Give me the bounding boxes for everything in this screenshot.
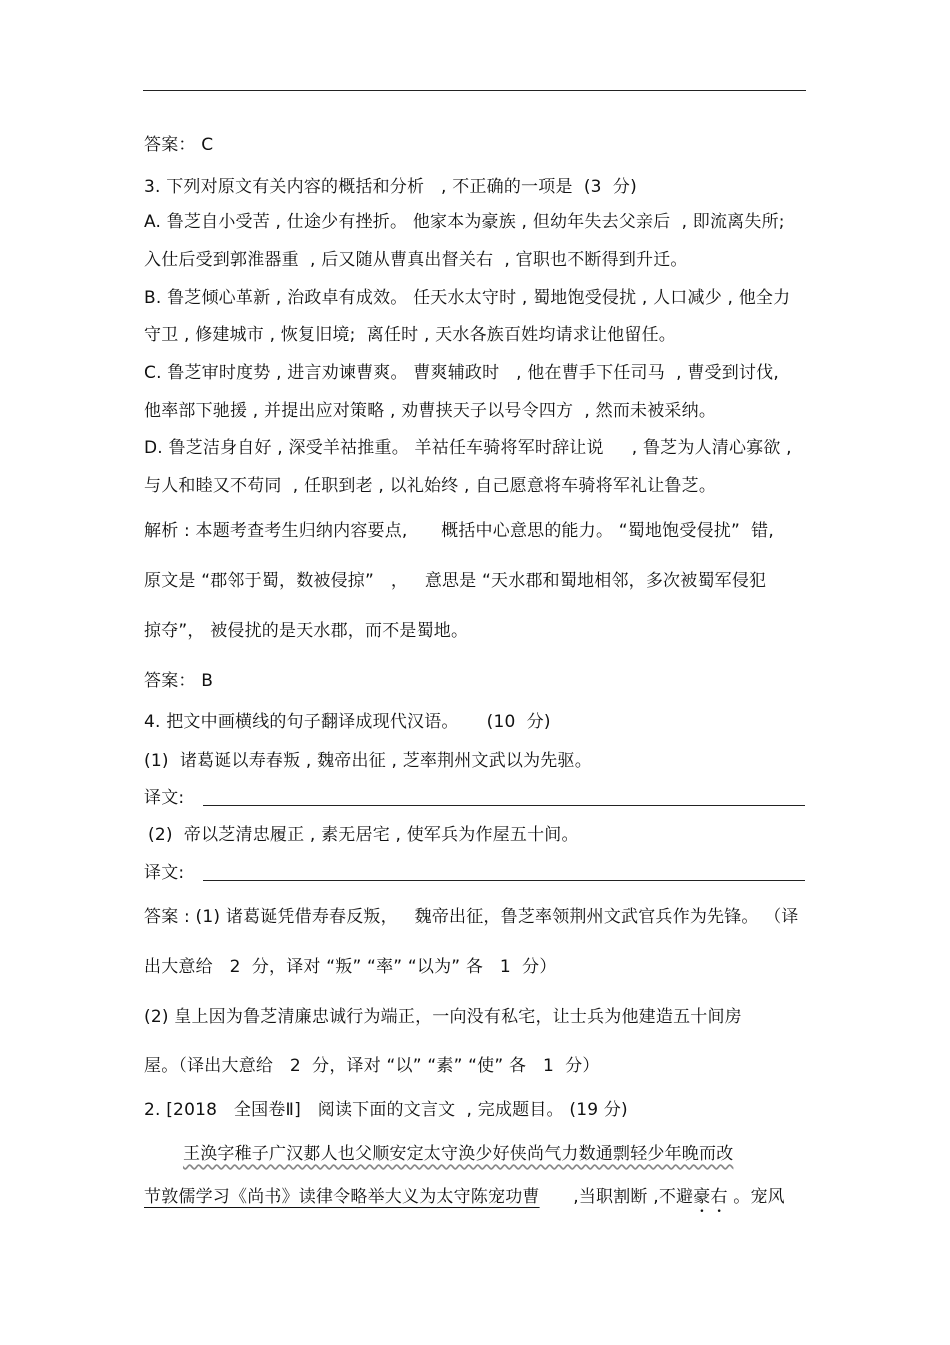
q4-answer-2-line1: (2) 皇上因为鲁芝清廉忠诚行为端正，一向没有私宅，让士兵为他建造五十间房 <box>144 1007 742 1027</box>
q4-answer-1-line1: 答案 : (1) 诸葛诞凭借寿春反叛， 魏帝出征，鲁芝率领荆州文武官兵作为先锋。 （译 <box>144 907 799 927</box>
q3-option-a-line1: A. 鲁芝自小受苦 , 仕途少有挫折。 他家本为豪族 , 但幼年失去父亲后 , 即流离失所; <box>144 212 785 232</box>
q4-answer-1-line2: 出大意给 2 分，译对 “叛” “率” “以为” 各 1 分） <box>144 957 557 977</box>
translation-blank-1[interactable] <box>203 805 805 806</box>
q3-option-d-line1: D. 鲁芝洁身自好 , 深受羊祜推重。 羊祜任车骑将军时辞让说 , 鲁芝为人清心寡欲 , <box>144 438 792 458</box>
translation-blank-2[interactable] <box>203 880 805 881</box>
q4-sentence-1: (1) 诸葛诞以寿春叛 , 魏帝出征 , 芝率荆州文武以为先驱。 <box>144 751 592 771</box>
q3-option-b-line1: B. 鲁芝倾心革新 , 治政卓有成效。 任天水太守时 , 蜀地饱受侵扰 , 人口减少 , 他全力 <box>144 288 791 308</box>
passage2-line2-dotted: 豪右 <box>693 1187 728 1207</box>
q3-analysis-line1: 解析 : 本题考查考生归纳内容要点, 概括中心意思的能力。 “蜀地饱受侵扰” 错, <box>144 521 774 541</box>
passage2-line2-end: 。宠风 <box>727 1187 785 1207</box>
passage2-line2 <box>144 1186 785 1217</box>
q4-stem: 4. 把文中画横线的句子翻译成现代汉语。 (10 分) <box>144 712 551 732</box>
q3-analysis-line3: 掠夺”， 被侵扰的是天水郡，而不是蜀地。 <box>144 621 469 641</box>
top-divider <box>143 90 806 91</box>
passage2-line1: 王涣字稚子广汉郪人也父顺安定太守涣少好侠尚气力数通剽轻少年晚而改 <box>183 1144 734 1164</box>
q4-translation-label-2: 译文: <box>144 863 185 883</box>
q3-option-c-line1: C. 鲁芝审时度势 , 进言劝谏曹爽。 曹爽辅政时 , 他在曹手下任司马 , 曹受到讨伐, <box>144 363 779 383</box>
answer-q3: 答案： B <box>144 671 214 691</box>
q3-option-c-line2: 他率部下驰援 , 并提出应对策略 , 劝曹挟天子以号令四方 , 然而未被采纳。 <box>144 401 717 421</box>
answer-q2: 答案： C <box>144 135 214 155</box>
q3-option-b-line2: 守卫 , 修建城市 , 恢复旧境; 离任时 , 天水各族百姓均请求让他留任。 <box>144 325 676 345</box>
q4-sentence-2: (2) 帝以芝清忠履正 , 素无居宅 , 使军兵为作屋五十间。 <box>148 825 579 845</box>
passage2-line2-underlined: 节敦儒学习《尚书》读律令略举大义为太守陈宠功曹 <box>144 1187 540 1207</box>
q3-analysis-line2: 原文是 “郡邻于蜀，数被侵掠” ， 意思是 “天水郡和蜀地相邻，多次被蜀军侵犯 <box>144 571 767 591</box>
passage2-line2-mid: ,当职割断 ,不避 <box>539 1187 694 1207</box>
q4-answer-2-line2: 屋。（译出大意给 2 分，译对 “以” “素” “使” 各 1 分） <box>144 1056 600 1076</box>
q3-option-a-line2: 入仕后受到郭淮器重 , 后又随从曹真出督关右 , 官职也不断得到升迁。 <box>144 250 688 270</box>
q3-stem: 3. 下列对原文有关内容的概括和分析 , 不正确的一项是 (3 分) <box>144 177 637 197</box>
q3-option-d-line2: 与人和睦又不苟同 , 任职到老 , 以礼始终 , 自己愿意将车骑将军礼让鲁芝。 <box>144 476 717 496</box>
passage2-header: 2. [2018 全国卷Ⅱ] 阅读下面的文言文 , 完成题目。 (19 分) <box>144 1100 628 1120</box>
q4-translation-label-1: 译文: <box>144 788 185 808</box>
